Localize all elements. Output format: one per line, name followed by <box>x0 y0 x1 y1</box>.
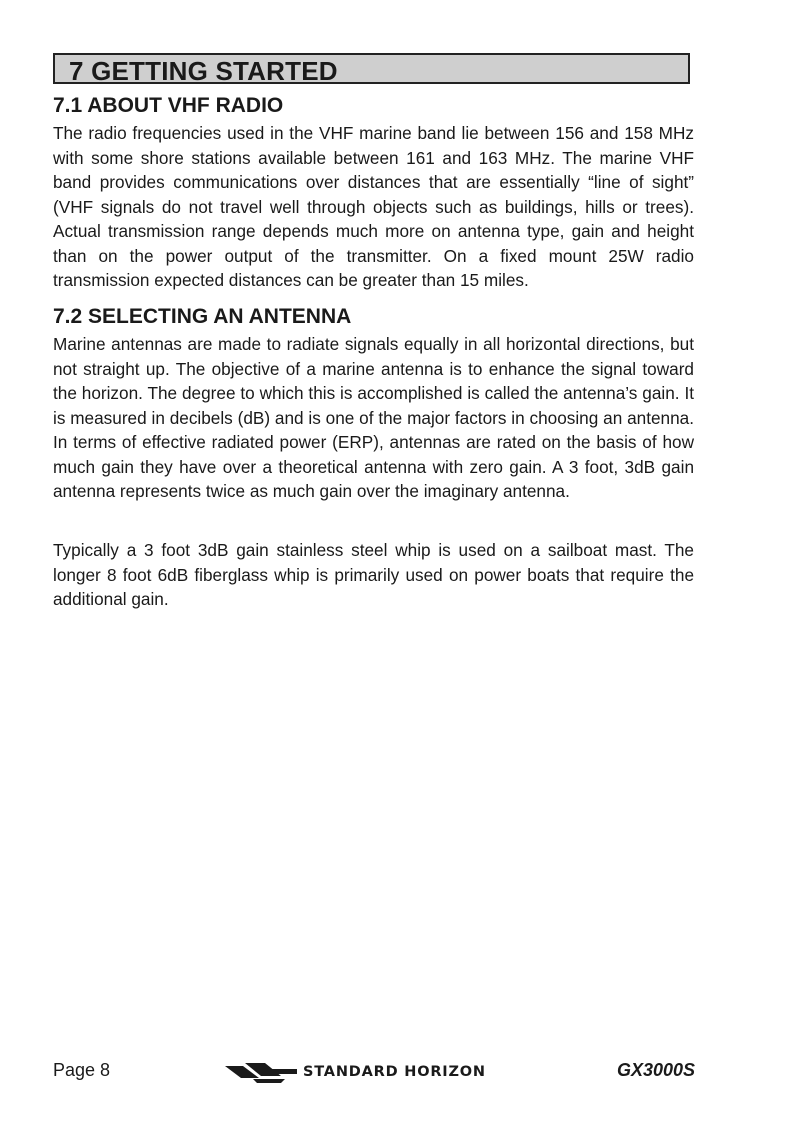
chapter-heading-bar <box>53 53 690 84</box>
page-number: Page 8 <box>53 1060 111 1080</box>
paragraph-about-vhf-radio: The radio frequencies used in the VHF marine band lie between 156 and 158 MHz with some shore stations available between 161 and 163 MHz. The marine VHF band provides communications over distances that are essentially “line of sight” (VHF signals do not travel well through objects such as buildings, hills or trees). Actual transmission range depends much more on antenna type, gain and height than on the power output of the transmitter. On a fixed mount 25W radio transmission expected distances can be greater than 15 miles. <box>53 123 694 290</box>
section-heading-selecting-antenna: 7.2 SELECTING AN ANTENNA <box>53 305 352 328</box>
brand-name: STANDARD HORIZON <box>303 1064 486 1080</box>
paragraph-antenna-gain: Marine antennas are made to radiate signals equally in all horizontal directions, but not straight up. The objective of a marine antenna is to enhance the signal toward the horizon. The degree to which this is accomplished is called the antenna’s gain. It is measured in decibels (dB) and is one of the major factors in choosing an antenna. In terms of effective radiated power (ERP), antennas are rated on the basis of how much gain they have over a theoretical antenna with zero gain. A 3 foot, 3dB gain antenna represents twice as much gain over the imaginary antenna. <box>53 334 694 501</box>
section-heading-about-vhf-radio: 7.1 ABOUT VHF RADIO <box>53 94 284 117</box>
standard-horizon-logo-icon <box>225 1061 297 1083</box>
paragraph-antenna-types: Typically a 3 foot 3dB gain stainless steel whip is used on a sailboat mast. The longer 8 foot 6dB fiberglass whip is primarily used on power boats that require the additional gain. <box>53 540 694 609</box>
chapter-title: 7 GETTING STARTED <box>69 56 338 86</box>
model-name: GX3000S <box>616 1060 695 1080</box>
brand-logo <box>225 1060 486 1084</box>
